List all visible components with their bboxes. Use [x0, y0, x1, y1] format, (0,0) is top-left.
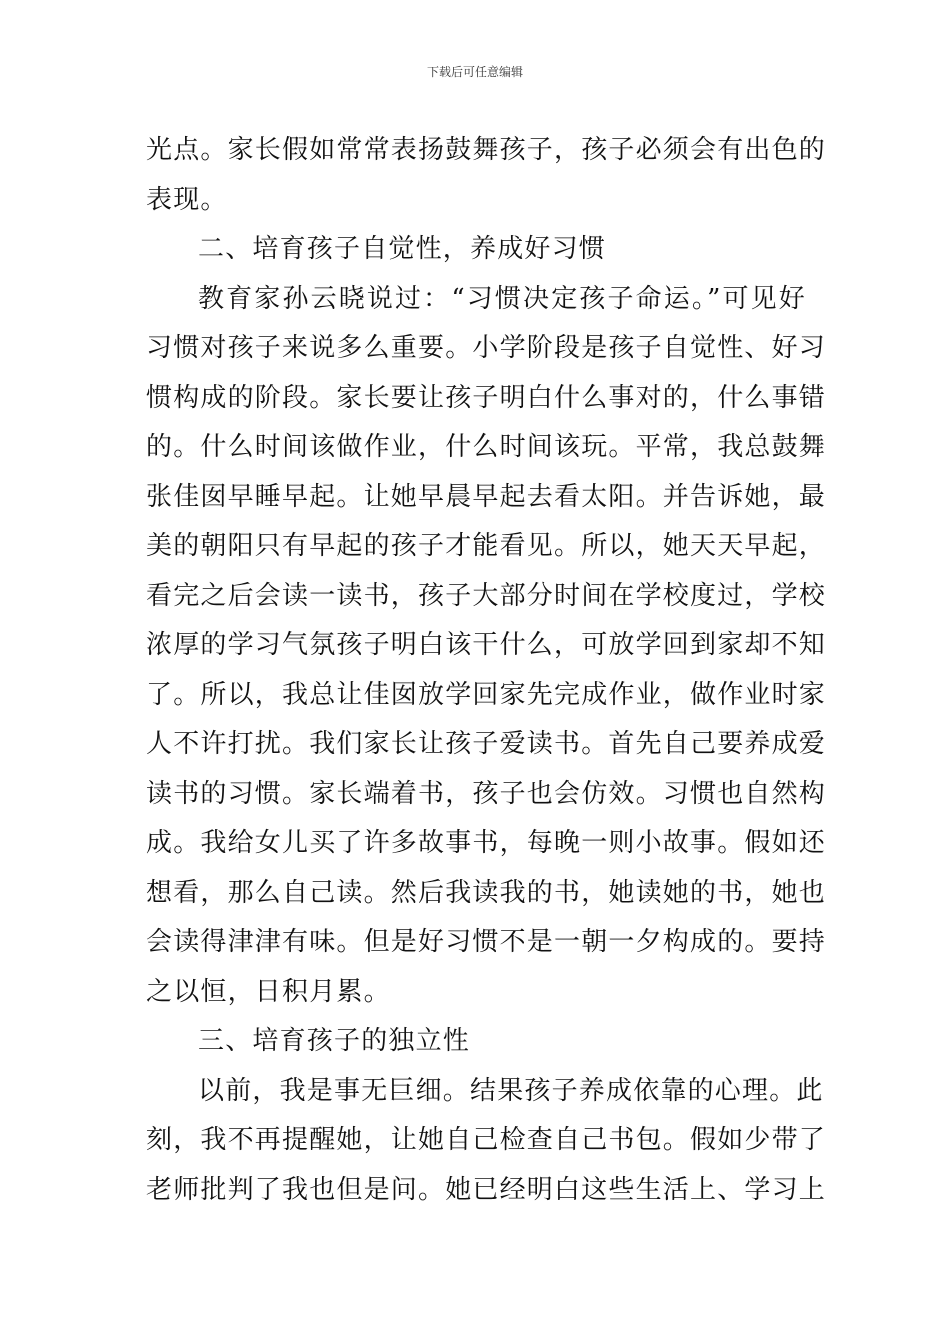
text-line: 美的朝阳只有早起的孩子才能看见。所以，她天天早起， [146, 531, 827, 561]
text-line: 的。什么时间该做作业，什么时间该玩。平常，我总鼓舞 [146, 432, 827, 462]
text-line: 读书的习惯。家长端着书，孩子也会仿效。习惯也自然构 [146, 778, 827, 809]
text-line: 张佳囡早睡早起。让她早晨早起去看太阳。并告诉她，最 [146, 481, 827, 512]
text-line: 惯构成的阶段。家长要让孩子明白什么事对的，什么事错 [146, 382, 827, 413]
text-line: 之以恒，日积月累。 [146, 976, 391, 1007]
text-line: 浓厚的学习气氛孩子明白该干什么，可放学回到家却不知 [146, 630, 827, 660]
text-line: 了。所以，我总让佳囡放学回家先完成作业，做作业时家 [146, 679, 827, 710]
body-text [146, 126, 827, 1215]
text-line: 看完之后会读一读书，孩子大部分时间在学校度过，学校 [146, 580, 827, 611]
text-line: 光点。家长假如常常表扬鼓舞孩子，孩子必须会有出色的 [146, 135, 827, 165]
text-line: 会读得津津有味。但是好习惯不是一朝一夕构成的。要持 [146, 927, 827, 957]
text-line: 老师批判了我也但是问。她已经明白这些生活上、学习上 [146, 1174, 827, 1205]
text-line: 以前，我是事无巨细。结果孩子养成依靠的心理。此 [198, 1075, 824, 1106]
section-heading: 三、培育孩子的独立性 [198, 1026, 471, 1056]
text-line: 表现。 [146, 184, 228, 215]
text-line: 教育家孙云晓说过：“习惯决定孩子命运。”可见好 [198, 283, 806, 314]
text-line: 习惯对孩子来说多么重要。小学阶段是孩子自觉性、好习 [146, 333, 827, 363]
text-line: 成。我给女儿买了许多故事书，每晚一则小故事。假如还 [146, 828, 827, 858]
page-header: 下载后可任意编辑 [426, 65, 523, 79]
text-line: 人不许打扰。我们家长让孩子爱读书。首先自己要养成爱 [146, 729, 827, 759]
text-line: 刻，我不再提醒她，让她自己检查自己书包。假如少带了 [146, 1125, 827, 1155]
text-line: 想看，那么自己读。然后我读我的书，她读她的书，她也 [146, 877, 827, 908]
section-heading: 二、培育孩子自觉性，养成好习惯 [198, 234, 607, 264]
